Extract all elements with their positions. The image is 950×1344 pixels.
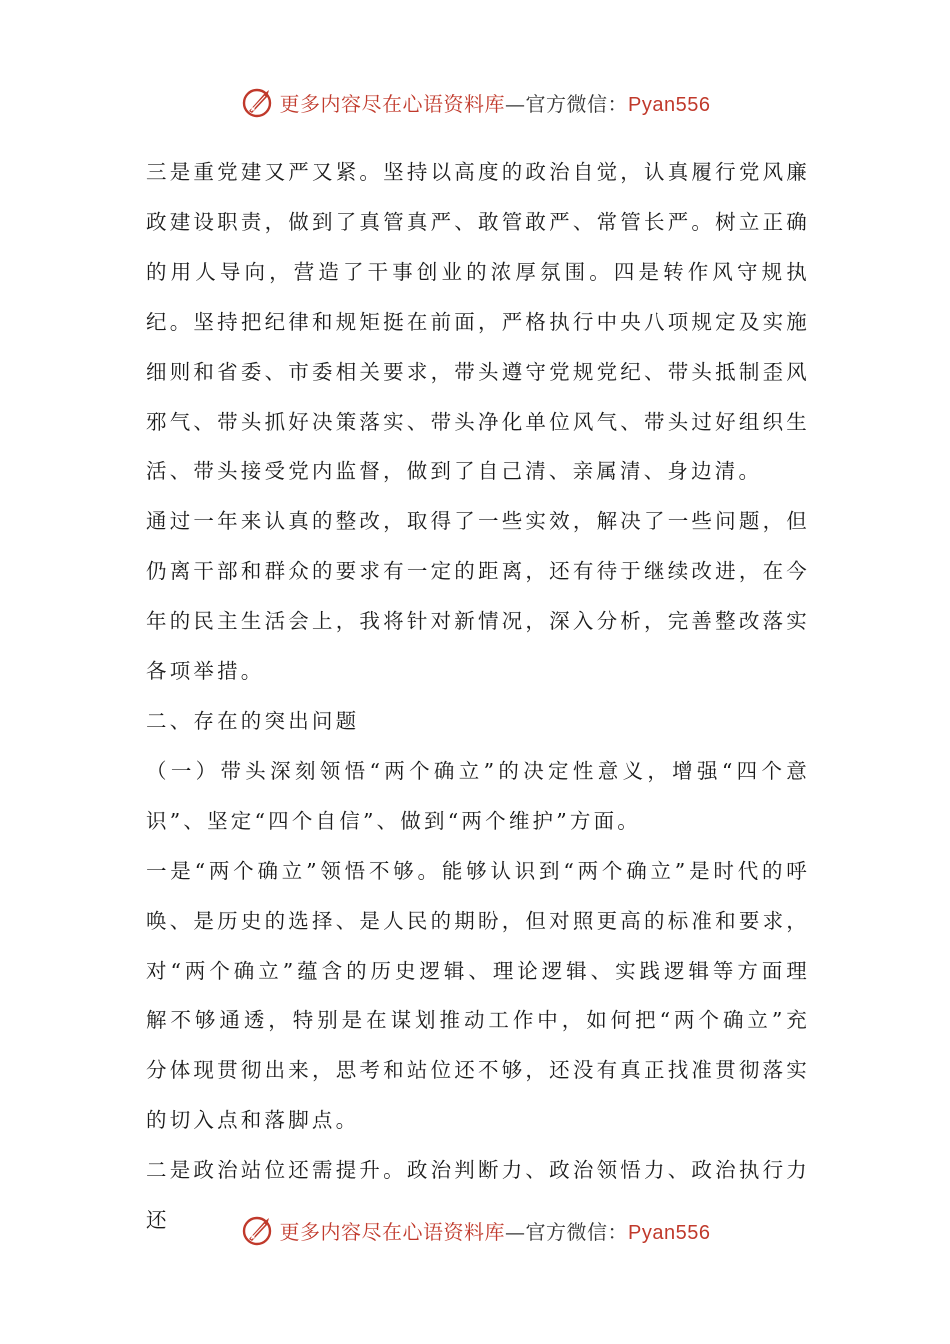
pen-nib-circle-icon [240,1212,276,1248]
pen-nib-circle-icon [240,84,276,120]
banner-site-name: 更多内容尽在心语资料库 [279,91,506,116]
paragraph-3: 一是“两个确立”领悟不够。能够认识到“两个确立”是时代的呼唤、是历史的选择、是人民的期盼，但对照更高的标准和要求，对“两个确立”蕴含的历史逻辑、理论逻辑、实践逻辑等方面理解不够通透，特别是在谋划推动工作中，如何把“两个确立”充分体现贯彻出来，思考和站位还不够，还没有真正找准贯彻落实的切入点和落脚点。 [146,858,810,1133]
footer-banner-text [280,1216,711,1245]
footer-contact-label: 官方微信： [525,1219,629,1244]
header-banner [0,82,950,122]
banner-separator: — [505,91,526,116]
footer-site-name: 更多内容尽在心语资料库 [279,1219,506,1244]
paragraph-1: 三是重党建又严又紧。坚持以高度的政治自觉，认真履行党风廉政建设职责，做到了真管真严、敢管敢严、常管长严。树立正确的用人导向，营造了干事创业的浓厚氛围。四是转作风守规执纪。坚持把纪律和规矩挺在前面，严格执行中央八项规定及实施细则和省委、市委相关要求，带头遵守党规党纪、带头抵制歪风邪气、带头抓好决策落实、带头净化单位风气、带头过好组织生活、带头接受党内监督，做到了自己清、亲属清、身边清。 [146,160,810,484]
subsection-heading: （一）带头深刻领悟“两个确立”的决定性意义，增强“四个意识”、坚定“四个自信”、做到“两个维护”方面。 [146,758,810,833]
footer-wechat-id: Pyan556 [628,1221,711,1244]
banner-contact-label: 官方微信： [525,91,629,116]
footer-banner [0,1210,950,1250]
footer-separator: — [505,1219,526,1244]
paragraph-4: 二是政治站位还需提升。政治判断力、政治领悟力、政治执行力还 [146,1158,810,1233]
section-heading: 二、存在的突出问题 [146,708,360,733]
banner-wechat-id: Pyan556 [628,93,711,116]
header-banner-text [280,88,711,117]
document-body [146,148,810,1246]
paragraph-2: 通过一年来认真的整改，取得了一些实效，解决了一些问题，但仍离干部和群众的要求有一定的距离，还有待于继续改进，在今年的民主生活会上，我将针对新情况，深入分析，完善整改落实各项举措。 [146,509,810,684]
